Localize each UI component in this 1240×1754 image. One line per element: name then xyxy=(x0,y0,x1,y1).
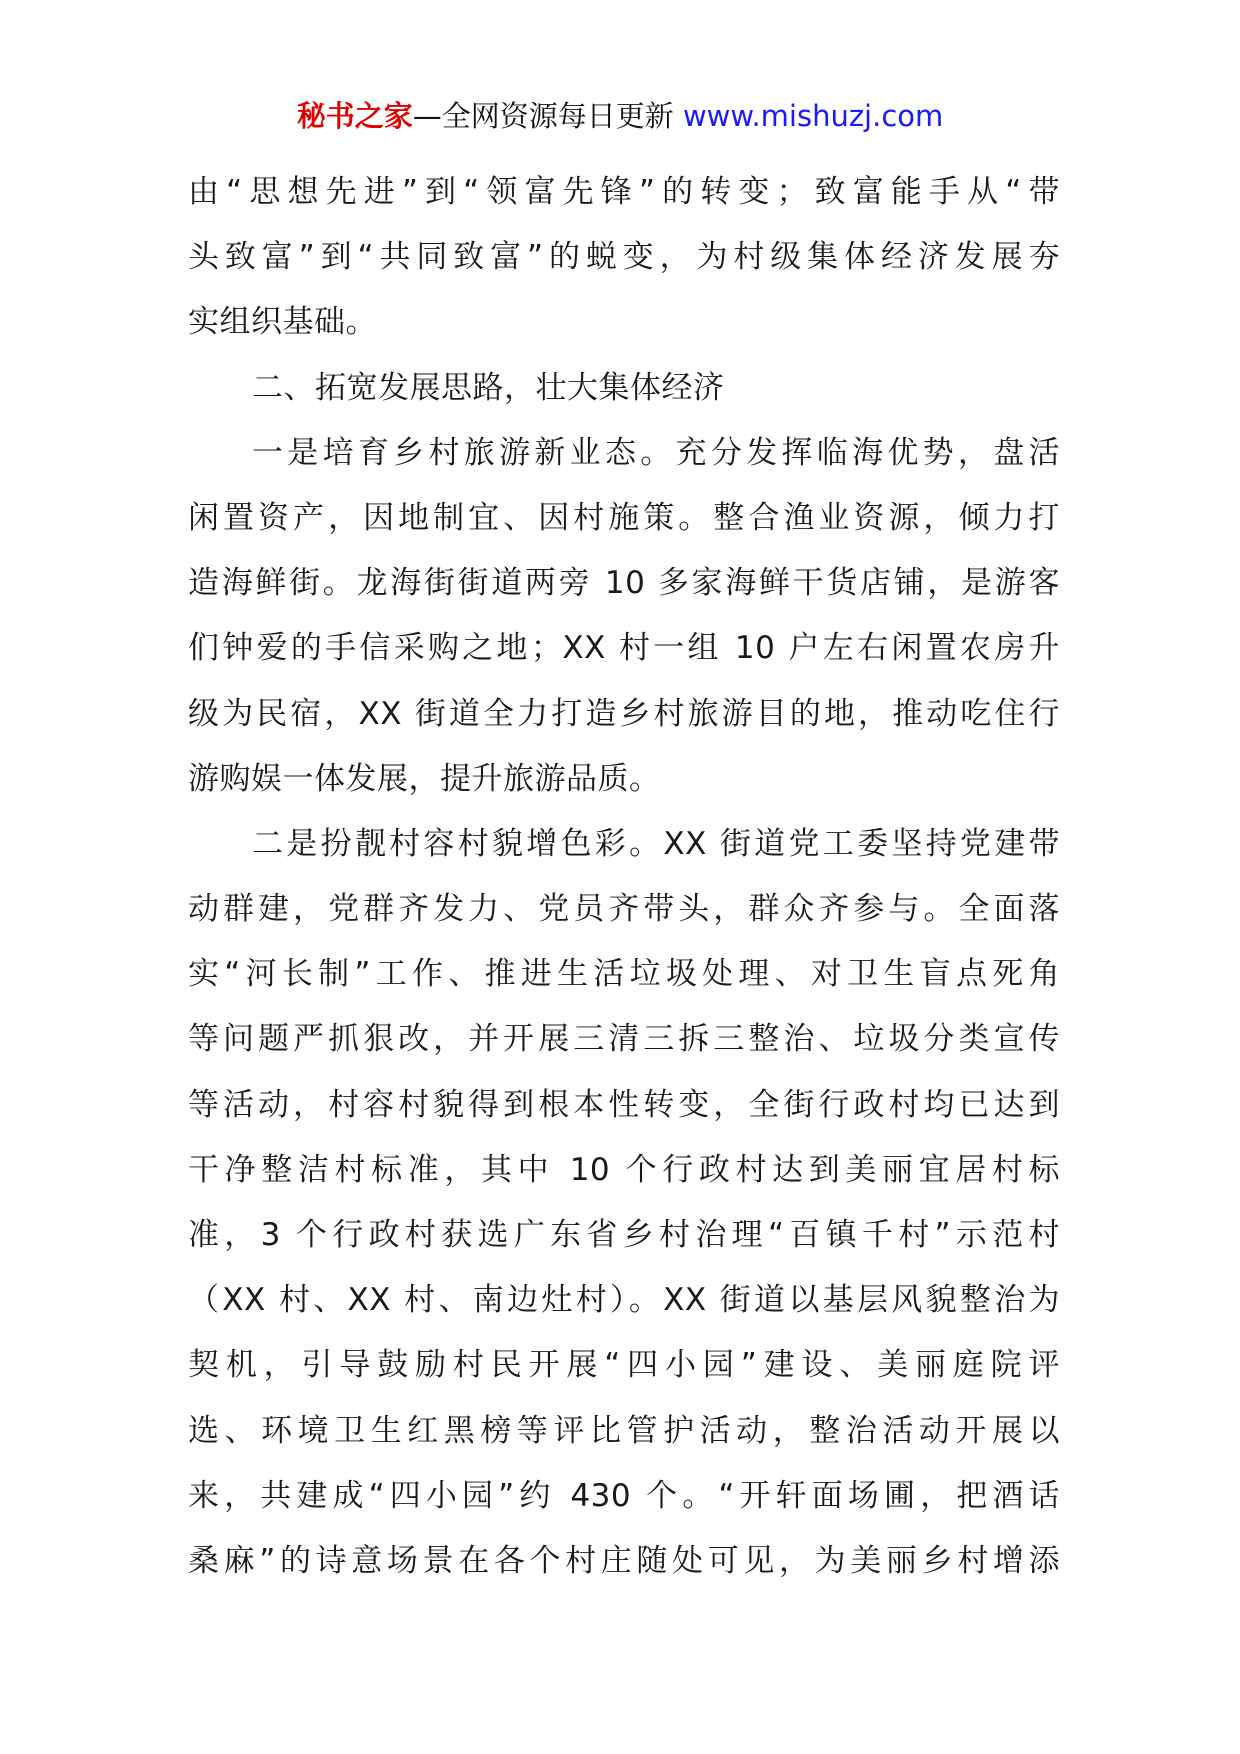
body-line: 由“思想先进”到“领富先锋”的转变；致富能手从“带 xyxy=(188,174,1060,210)
site-url-link[interactable]: www.mishuzj.com xyxy=(682,99,944,133)
body-line: 来，共建成“四小园”约 430 个。“开轩面场圃，把酒话 xyxy=(188,1477,1060,1514)
site-tagline: —全网资源每日更新 xyxy=(412,99,674,133)
body-line: 造海鲜街。龙海街街道两旁 10 多家海鲜干货店铺，是游客 xyxy=(188,565,1060,602)
body-line: 级为民宿，XX 街道全力打造乡村旅游目的地，推动吃住行 xyxy=(188,695,1060,732)
body-line: 干净整洁村标准，其中 10 个行政村达到美丽宜居村标 xyxy=(188,1151,1060,1188)
body-line: 头致富”到“共同致富”的蜕变，为村级集体经济发展夯 xyxy=(188,239,1060,276)
body-line: 游购娱一体发展，提升旅游品质。 xyxy=(188,760,661,797)
body-line: 二是扮靓村容村貌增色彩。XX 街道党工委坚持党建带 xyxy=(252,825,1060,862)
body-line: 实组织基础。 xyxy=(188,304,377,341)
body-line: 们钟爱的手信采购之地；XX 村一组 10 户左右闲置农房升 xyxy=(188,630,1060,667)
body-line: 闲置资产，因地制宜、因村施策。整合渔业资源，倾力打 xyxy=(188,499,1060,536)
body-line: 选、环境卫生红黑榜等评比管护活动，整治活动开展以 xyxy=(188,1412,1060,1449)
body-line: 等问题严抓狠改，并开展三清三拆三整治、垃圾分类宣传 xyxy=(188,1021,1060,1058)
body-line: 实“河长制”工作、推进生活垃圾处理、对卫生盲点死角 xyxy=(188,956,1060,993)
section-heading: 二、拓宽发展思路，壮大集体经济 xyxy=(252,369,725,406)
body-line: 桑麻”的诗意场景在各个村庄随处可见，为美丽乡村增添 xyxy=(188,1542,1060,1579)
body-line: （XX 村、XX 村、南边灶村）。XX 街道以基层风貌整治为 xyxy=(188,1282,1060,1319)
body-line: 动群建，党群齐发力、党员齐带头，群众齐参与。全面落 xyxy=(188,891,1060,928)
body-line: 契机，引导鼓励村民开展“四小园”建设、美丽庭院评 xyxy=(188,1347,1060,1384)
document-body xyxy=(188,160,1060,1594)
site-brand: 秘书之家 xyxy=(296,99,413,133)
body-line: 准，3 个行政村获选广东省乡村治理“百镇千村”示范村 xyxy=(188,1217,1060,1253)
body-line: 一是培育乡村旅游新业态。充分发挥临海优势，盘活 xyxy=(252,434,1060,471)
site-header xyxy=(0,96,1240,136)
body-line: 等活动，村容村貌得到根本性转变，全街行政村均已达到 xyxy=(188,1086,1060,1123)
